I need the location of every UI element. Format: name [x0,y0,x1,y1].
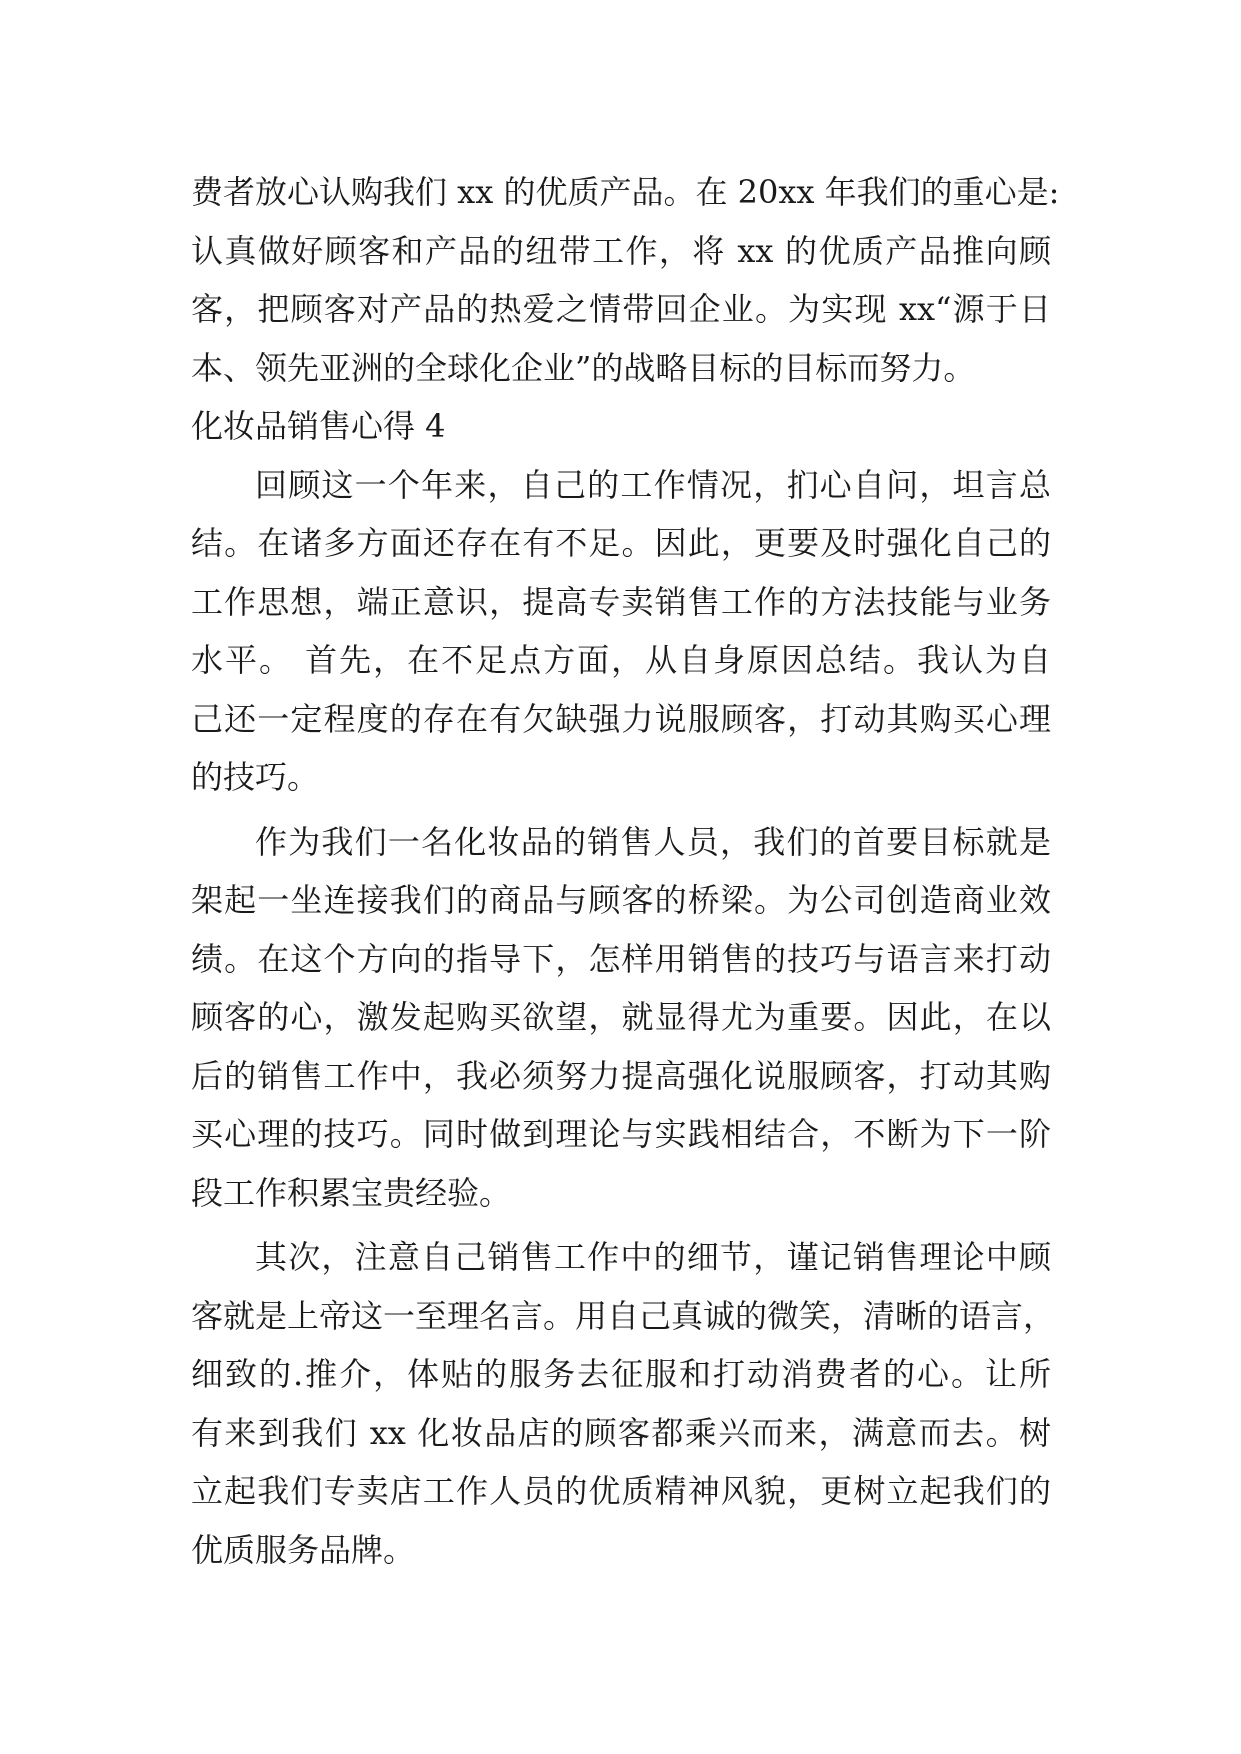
text-line: 认真做好顾客和产品的纽带工作，将 xx 的优质产品推向顾 [191,231,1051,270]
paragraph-review [191,456,1051,807]
text-line: 细致的.推介，体贴的服务去征服和打动消费者的心。让所 [191,1355,1051,1393]
text-line: 顾客的心，激发起购买欲望，就显得尤为重要。因此，在以 [191,998,1051,1036]
paragraph-goal [191,813,1051,1223]
text-line: 架起一坐连接我们的商品与顾客的桥梁。为公司创造商业效 [191,881,1051,919]
text-line: 水平。 首先，在不足点方面，从自身原因总结。我认为自 [191,641,1051,679]
section-heading [191,397,1051,456]
text-line: 工作思想，端正意识，提高专卖销售工作的方法技能与业务 [191,582,1051,621]
text-line: 买心理的技巧。同时做到理论与实践相结合，不断为下一阶 [191,1115,1051,1153]
text-line: 其次，注意自己销售工作中的细节，谨记销售理论中顾 [255,1238,1051,1276]
text-line: 作为我们一名化妆品的销售人员，我们的首要目标就是 [255,822,1051,861]
text-line: 优质服务品牌。 [191,1530,416,1569]
text-line: 后的销售工作中，我必须努力提高强化说服顾客，打动其购 [191,1056,1051,1095]
paragraph-continuation [191,163,1060,397]
text-line: 立起我们专卖店工作人员的优质精神风貌，更树立起我们的 [191,1472,1051,1510]
heading-text: 化妆品销售心得 4 [191,407,446,445]
text-line: 绩。在这个方向的指导下，怎样用销售的技巧与语言来打动 [191,939,1051,978]
text-line: 己还一定程度的存在有欠缺强力说服顾客，打动其购买心理 [191,699,1051,738]
document-body [191,163,1060,1579]
text-line: 费者放心认购我们 xx 的优质产品。在 20xx 年我们的重心是: [191,173,1060,211]
text-line: 段工作积累宝贵经验。 [191,1173,512,1212]
text-line: 本、领先亚洲的全球化企业”的战略目标的目标而努力。 [191,348,976,387]
text-line: 回顾这一个年来，自己的工作情况，扪心自问，坦言总 [255,465,1051,504]
text-line: 的技巧。 [191,758,320,796]
text-line: 有来到我们 xx 化妆品店的顾客都乘兴而来，满意而去。树 [191,1413,1051,1452]
text-line: 客，把顾客对产品的热爱之情带回企业。为实现 xx“源于日 [191,290,1051,328]
paragraph-details [191,1228,1056,1579]
text-line: 客就是上帝这一至理名言。用自己真诚的微笑，清晰的语言， [191,1296,1056,1335]
text-line: 结。在诸多方面还存在有不足。因此，更要及时强化自己的 [191,524,1051,562]
